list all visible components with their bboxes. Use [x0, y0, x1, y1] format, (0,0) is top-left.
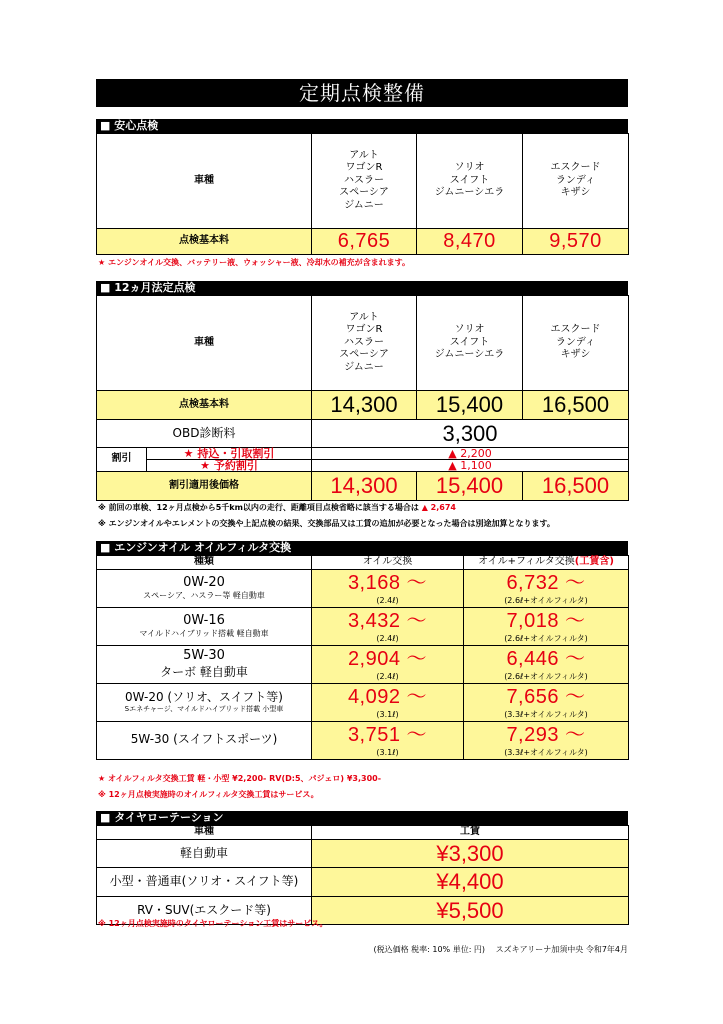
oil-desc: マイルドハイブリッド搭載 軽自動車	[139, 629, 269, 639]
discount2-value: ▲ 1,100	[312, 460, 629, 472]
fee-2: 15,400	[417, 391, 523, 420]
filter-volume: (2.6ℓ+オイルフィルタ)	[504, 595, 588, 605]
oil-price-value: 3,168 ～	[347, 571, 428, 594]
oil-volume: (2.4ℓ)	[376, 633, 399, 643]
filter-price-value: 7,656 ～	[506, 685, 586, 708]
obd-label: OBD診断料	[97, 419, 312, 448]
houtei-note-2: ※ エンジンオイルやエレメントの交換や上記点検の結果、交換部品又は工賃の追加が必要となった場合は別途加算となります。	[98, 519, 555, 528]
houtei-note-1	[98, 502, 456, 513]
filter-price	[464, 721, 629, 759]
fee-3: 16,500	[523, 391, 629, 420]
section-oil-heading: ■ エンジンオイル オイルフィルタ交換	[96, 541, 628, 555]
oil-note-2: ※ 12ヶ月点検実施時のオイルフィルタ交換工賃はサービス。	[98, 790, 319, 799]
section-anshin-heading: ■ 安心点検	[96, 119, 628, 133]
oil-table	[96, 555, 629, 760]
car-group-1: アルト ワゴンR ハスラー スペーシア ジムニー	[312, 134, 417, 229]
col-oil: オイル交換	[312, 556, 464, 570]
oil-volume: (2.4ℓ)	[376, 595, 399, 605]
filter-price-value: 7,018 ～	[506, 609, 586, 632]
oil-grade: 0W-20	[183, 574, 225, 590]
discount1-value: ▲ 2,200	[312, 448, 629, 460]
filter-price-value: 7,293 ～	[506, 723, 586, 746]
obd-fee: 3,300	[312, 419, 629, 448]
anshin-table	[96, 133, 629, 255]
after-discount-label: 割引適用後価格	[97, 472, 312, 501]
tire-car-type: RV・SUV(エスクード等)	[97, 896, 312, 925]
oil-grade: 0W-20 (ソリオ、スイフト等)	[125, 689, 283, 704]
fee-2: 8,470	[417, 229, 523, 255]
filter-price-value: 6,446 ～	[506, 647, 586, 670]
tire-fee: ¥3,300	[312, 839, 629, 868]
houtei-note-1-text: ※ 前回の車検、12ヶ月点検から5千km以内の走行、距離項目点検省略に該当する場合は	[98, 503, 419, 512]
table-row	[97, 721, 629, 759]
filter-price	[464, 569, 629, 607]
houtei-table	[96, 295, 629, 501]
car-type-label: 車種	[97, 296, 312, 391]
tire-fee: ¥5,500	[312, 896, 629, 925]
filter-volume: (2.6ℓ+オイルフィルタ)	[504, 633, 588, 643]
fee-3: 9,570	[523, 229, 629, 255]
table-row	[97, 607, 629, 645]
base-fee-label: 点検基本料	[97, 391, 312, 420]
oil-price	[312, 645, 464, 683]
car-group-3: エスクード ランディ キザシ	[523, 296, 629, 391]
table-row	[97, 839, 629, 868]
footer: (税込価格 税率: 10% 単位: 円) スズキアリーナ加須中央 令和7年4月	[373, 945, 628, 954]
discount2-label: ★ 予約割引	[147, 460, 312, 472]
after-fee-2: 15,400	[417, 472, 523, 501]
col-oilfilter-tag: (工賃含)	[574, 556, 614, 567]
oil-price-value: 3,432 ～	[347, 609, 428, 632]
tire-note: ※ 12ヶ月点検実施時のタイヤローテーション工賃はサービス。	[98, 919, 328, 928]
oil-grade: 5W-30	[183, 648, 225, 664]
page-title: 定期点検整備	[96, 79, 628, 107]
col-type: 種類	[97, 556, 312, 570]
oil-price-value: 4,092 ～	[347, 685, 428, 708]
oil-volume: (3.1ℓ)	[376, 747, 399, 757]
oil-price	[312, 683, 464, 721]
oil-price	[312, 569, 464, 607]
oil-desc: スペーシア、ハスラー等 軽自動車	[143, 591, 265, 601]
col-oilfilter	[464, 556, 629, 570]
car-group-1: アルト ワゴンR ハスラー スペーシア ジムニー	[312, 296, 417, 391]
oil-type	[97, 569, 312, 607]
oil-price-value: 3,751 ～	[347, 723, 428, 746]
filter-volume: (3.3ℓ+オイルフィルタ)	[504, 709, 588, 719]
after-fee-3: 16,500	[523, 472, 629, 501]
col-fee: 工賃	[312, 826, 629, 840]
car-group-2: ソリオ スイフト ジムニーシエラ	[417, 134, 523, 229]
oil-price	[312, 721, 464, 759]
section-tire-heading: ■ タイヤローテーション	[96, 811, 628, 825]
oil-type	[97, 721, 312, 759]
table-row	[97, 683, 629, 721]
fee-1: 6,765	[312, 229, 417, 255]
oil-type	[97, 683, 312, 721]
car-type-label: 車種	[97, 134, 312, 229]
oil-price	[312, 607, 464, 645]
oil-desc: Sエネチャージ、マイルドハイブリッド搭載 小型車	[124, 705, 284, 714]
houtei-note-1-value: ▲ 2,674	[421, 503, 456, 512]
table-row	[97, 868, 629, 897]
oil-price-value: 2,904 ～	[347, 647, 428, 670]
filter-price	[464, 607, 629, 645]
fee-1: 14,300	[312, 391, 417, 420]
col-oilfilter-label: オイル+フィルタ交換	[478, 556, 575, 567]
oil-volume: (3.1ℓ)	[376, 709, 399, 719]
base-fee-label: 点検基本料	[97, 229, 312, 255]
oil-type	[97, 607, 312, 645]
table-row	[97, 569, 629, 607]
filter-volume: (2.6ℓ+オイルフィルタ)	[504, 671, 588, 681]
section-houtei-heading: ■ 12ヵ月法定点検	[96, 281, 628, 295]
tire-car-type: 小型・普通車(ソリオ・スイフト等)	[97, 868, 312, 897]
oil-grade: 0W-16	[183, 612, 225, 628]
filter-volume: (3.3ℓ+オイルフィルタ)	[504, 747, 588, 757]
oil-type	[97, 645, 312, 683]
col-car-type: 車種	[97, 826, 312, 840]
car-group-2: ソリオ スイフト ジムニーシエラ	[417, 296, 523, 391]
filter-price	[464, 645, 629, 683]
anshin-note: ★ エンジンオイル交換、バッテリー液、ウォッシャー液、冷却水の補充が含まれます。	[98, 258, 411, 267]
table-row	[97, 645, 629, 683]
oil-desc: ターボ 軽自動車	[160, 664, 248, 679]
discount1-label: ★ 持込・引取割引	[147, 448, 312, 460]
oil-grade: 5W-30 (スイフトスポーツ)	[130, 732, 278, 747]
filter-price	[464, 683, 629, 721]
car-group-3: エスクード ランディ キザシ	[523, 134, 629, 229]
after-fee-1: 14,300	[312, 472, 417, 501]
tire-car-type: 軽自動車	[97, 839, 312, 868]
oil-note-1: ★ オイルフィルタ交換工賃 軽・小型 ¥2,200- RV(D:5、パジェロ) ¥3,300-	[98, 774, 382, 783]
filter-price-value: 6,732 ～	[506, 571, 586, 594]
tire-fee: ¥4,400	[312, 868, 629, 897]
tire-table	[96, 825, 629, 925]
oil-volume: (2.4ℓ)	[376, 671, 399, 681]
discount-label: 割引	[97, 448, 147, 472]
